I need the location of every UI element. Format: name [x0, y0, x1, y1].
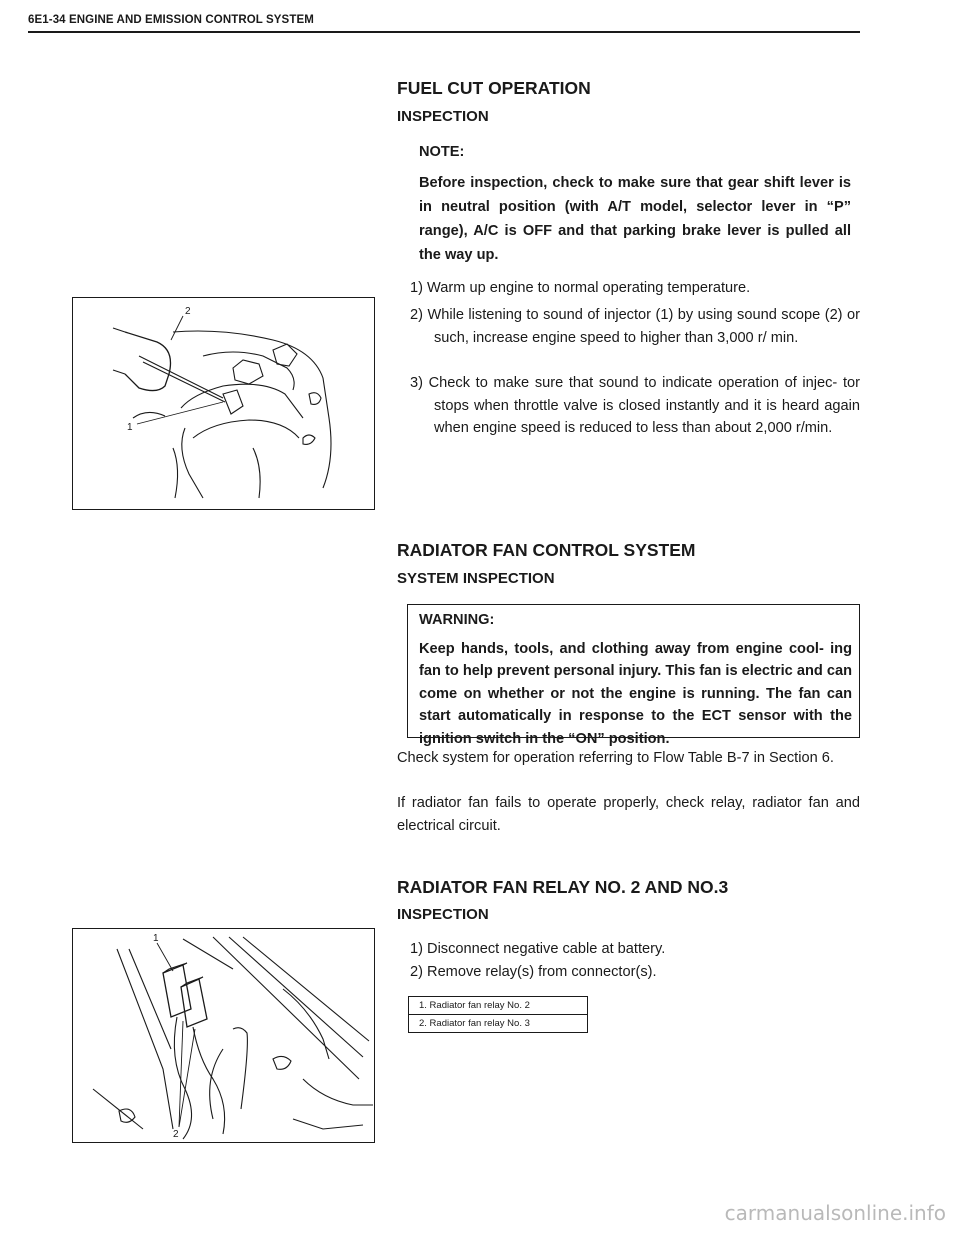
- note-title: NOTE:: [419, 144, 465, 160]
- warning-title: WARNING:: [419, 612, 495, 628]
- callout-2: 2: [185, 306, 191, 317]
- section-subtitle-inspection: INSPECTION: [397, 108, 489, 125]
- section-title-fan-relay: RADIATOR FAN RELAY NO. 2 AND NO.3: [397, 877, 729, 897]
- relay-callout-2: 2: [173, 1129, 179, 1140]
- section-title-radiator-fan-control: RADIATOR FAN CONTROL SYSTEM: [397, 540, 696, 560]
- step-3: 3) Check to make sure that sound to indicate operation of injec- tor stops when throttle valve is closed instantly and it is heard again when engine speed is reduced to less than about 2,000 r/min.: [410, 375, 860, 436]
- warning-body: Keep hands, tools, and clothing away from engine cool- ing fan to help prevent personal injury. This fan is electric and can come on whether or not the engine is running. The fan can start automatically in response to the ECT sensor with the ignition switch in the “ON” position.: [419, 640, 852, 747]
- relay-step-2: 2) Remove relay(s) from connector(s).: [410, 964, 657, 980]
- note-body: Before inspection, check to make sure that gear shift lever is in neutral position (with A/T model, selector lever in “P” range), A/C is OFF and that parking brake lever is pulled all the way up.: [419, 175, 851, 263]
- page-header: 6E1-34 ENGINE AND EMISSION CONTROL SYSTEM: [28, 14, 314, 26]
- callout-1: 1: [127, 422, 133, 433]
- relay-location-figure: [72, 928, 375, 1143]
- relay-step-1: 1) Disconnect negative cable at battery.: [410, 941, 666, 957]
- legend-item-1: 1. Radiator fan relay No. 2: [409, 997, 588, 1015]
- watermark: carmanualsonline.info: [724, 1201, 946, 1225]
- legend-row: [409, 997, 588, 1015]
- legend-item-2: 2. Radiator fan relay No. 3: [409, 1015, 588, 1033]
- step-1: 1) Warm up engine to normal operating temperature.: [410, 280, 751, 296]
- legend-table: [408, 996, 588, 1033]
- paragraph-fan-fails: If radiator fan fails to operate properly, check relay, radiator fan and electrical circuit.: [397, 795, 860, 834]
- legend-row: [409, 1015, 588, 1033]
- section-subtitle-system-inspection: SYSTEM INSPECTION: [397, 570, 555, 587]
- section-title-fuel-cut: FUEL CUT OPERATION: [397, 78, 591, 98]
- header-rule: [28, 31, 860, 33]
- relay-callout-1: 1: [153, 933, 159, 944]
- step-2: 2) While listening to sound of injector (1) by using sound scope (2) or such, increase engine speed to higher than 3,000 r/ min.: [410, 307, 860, 346]
- section-subtitle-inspection-2: INSPECTION: [397, 906, 489, 923]
- injector-sound-scope-figure: [72, 297, 375, 510]
- warning-box: [407, 604, 860, 747]
- paragraph-flow-table: Check system for operation referring to Flow Table B-7 in Section 6.: [397, 750, 834, 766]
- note-box: [407, 140, 859, 267]
